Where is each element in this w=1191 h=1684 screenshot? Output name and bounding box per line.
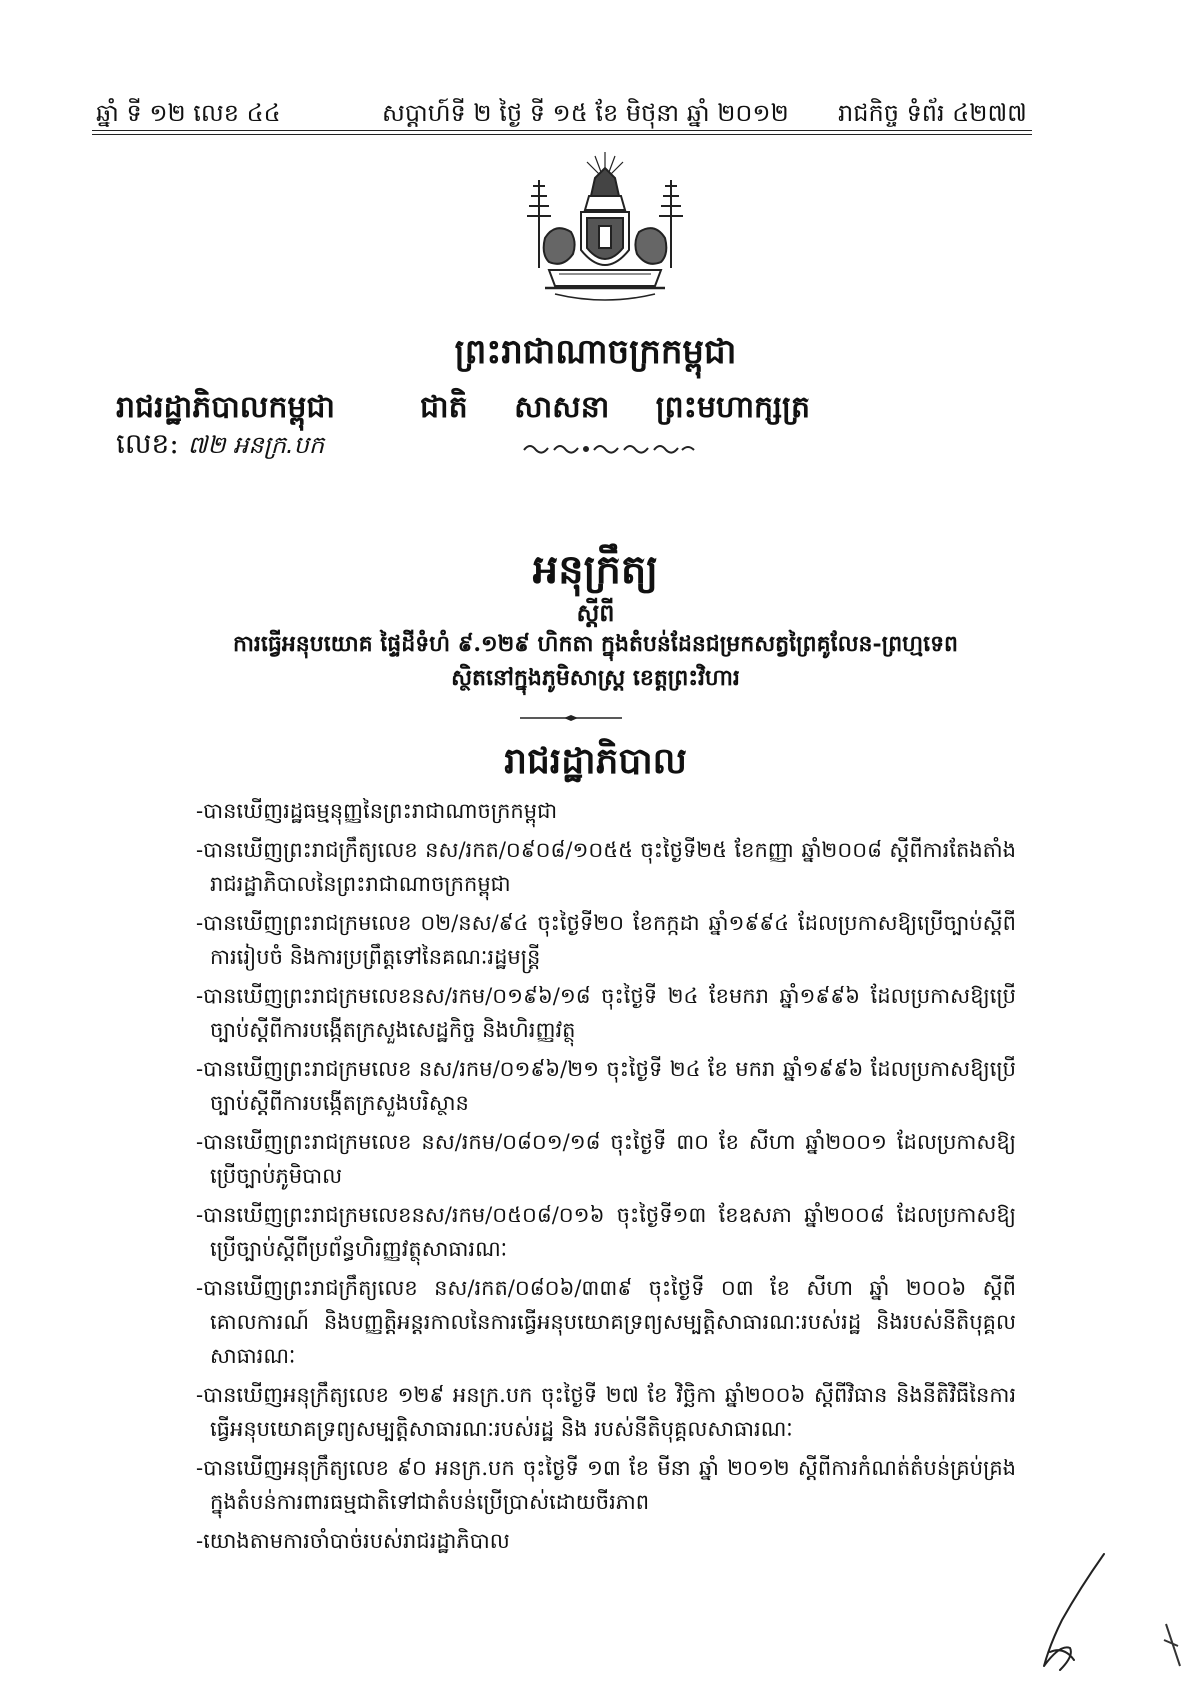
- consideration-item: -បានឃើញព្រះរាជក្រមលេខនស/រកម/០៥០៨/០១៦ ចុះថ្ងៃទី១៣ ខែឧសភា ឆ្នាំ២០០៨ ដែលប្រកាសឱ្យប្រើច្បាប់ស្តីពីប្រព័ន្ធហិរញ្ញវត្ថុសាធារណៈ: [196, 1203, 1016, 1261]
- royal-coat-of-arms-icon: [515, 150, 695, 315]
- consideration-item: -បានឃើញព្រះរាជក្រឹត្យលេខ នស/រកត/០៩០៨/១០៥៥ ចុះថ្ងៃទី២៥ ខែកញ្ញា ឆ្នាំ២០០៨ ស្តីពីការតែងតាំងរាជរដ្ឋាភិបាលនៃព្រះរាជាណាចក្រកម្ពុជា: [196, 838, 1016, 896]
- motto-king: ព្រះមហាក្សត្រ: [655, 390, 810, 425]
- document-type-title: អនុក្រឹត្យ: [532, 546, 659, 593]
- subject-line-1: ការធ្វើអនុបយោគ ផ្ទៃដីទំហំ ៩.១២៩ ហិកតា ក្នុងតំបន់ដែនជម្រកសត្វព្រៃគូលែន-ព្រហ្មទេព: [232, 631, 959, 657]
- consideration-item: -បានឃើញអនុក្រឹត្យលេខ ៩០ អនក្រ.បក ចុះថ្ងៃទី ១៣ ខែ មីនា ឆ្នាំ ២០១២ ស្តីពីការកំណត់តំបន់គ្រប់គ្រង ក្នុងតំបន់ការពារធម្មជាតិទៅជាតំបន់ប្រើប្រាស់ដោយចីរភាព: [196, 1456, 1016, 1514]
- title-divider: [520, 714, 622, 722]
- consideration-item: -បានឃើញព្រះរាជក្រមលេខ ០២/នស/៩៤ ចុះថ្ងៃទី២០ ខែកក្កដា ឆ្នាំ១៩៩៤ ដែលប្រកាសឱ្យប្រើច្បាប់ស្តីពីការរៀបចំ និងការប្រព្រឹត្តទៅនៃគណៈរដ្ឋមន្ត្រី: [196, 911, 1016, 969]
- motto-nation: ជាតិ: [420, 390, 468, 425]
- header-rule-thin: [92, 134, 1032, 135]
- reference-handwritten: ៧២ អនក្រ.បក: [187, 431, 325, 459]
- subject-label: ស្តីពី: [576, 598, 615, 627]
- gazette-issue-number: ឆ្នាំ ទី ១២ លេខ ៤៤: [96, 99, 281, 127]
- national-motto: [420, 388, 846, 432]
- corner-mark-icon: [1160, 1620, 1184, 1670]
- consideration-item: -បានឃើញព្រះរាជក្រមលេខនស/រកម/០១៩៦/១៨ ចុះថ្ងៃទី ២៤ ខែមករា ឆ្នាំ១៩៩៦ ដែលប្រកាសឱ្យប្រើច្បាប់ស្តីពីការបង្កើតក្រសួងសេដ្ឋកិច្ច និងហិរញ្ញវត្ថុ: [196, 984, 1016, 1042]
- consideration-item: -បានឃើញព្រះរាជក្រឹត្យលេខ នស/រកត/០៨០៦/៣៣៩ ចុះថ្ងៃទី ០៣ ខែ សីហា ឆ្នាំ ២០០៦ ស្តីពីគោលការណ៍ និងបញ្ញត្តិអន្តរកាលនៃការធ្វើអនុបយោគទ្រព្យសម្បត្តិសាធារណៈរបស់រដ្ឋ និងរបស់នីតិបុគ្គលសាធារណៈ: [196, 1276, 1016, 1368]
- consideration-item: -បានឃើញព្រះរាជក្រមលេខ នស/រកម/០៨០១/១៨ ចុះថ្ងៃទី ៣០ ខែ សីហា ឆ្នាំ២០០១ ដែលប្រកាសឱ្យប្រើច្បាប់ភូមិបាល: [196, 1130, 1016, 1188]
- consideration-item: -យោងតាមការចាំបាច់របស់រាជរដ្ឋាភិបាល: [196, 1529, 510, 1553]
- gazette-page-number: រាជកិច្ច ទំព័រ ៤២៧៧: [838, 99, 1027, 127]
- consideration-item: -បានឃើញអនុក្រឹត្យលេខ ១២៩ អនក្រ.បក ចុះថ្ងៃទី ២៧ ខែ វិច្ឆិកា ឆ្នាំ២០០៦ ស្តីពីវិធាន និងនីតិវិធីនៃការធ្វើអនុបយោគទ្រព្យសម្បត្តិសាធារណៈរបស់រដ្ឋ និង របស់នីតិបុគ្គលសាធារណៈ: [196, 1383, 1016, 1441]
- motto-flourish-icon: [520, 438, 700, 458]
- issuer-heading: រាជរដ្ឋាភិបាល: [504, 740, 687, 782]
- consideration-item: -បានឃើញរដ្ឋធម្មនុញ្ញនៃព្រះរាជាណាចក្រកម្ពុជា: [196, 799, 558, 823]
- gazette-date: សប្តាហ៍ទី ២ ថ្ងៃ ទី ១៥ ខែ មិថុនា ឆ្នាំ ២០១២: [382, 99, 789, 127]
- considerations-list: [196, 794, 1016, 1563]
- handwritten-initial-icon: [1030, 1548, 1110, 1678]
- subject-line-2: ស្ថិតនៅក្នុងភូមិសាស្ត្រ ខេត្តព្រះវិហារ: [451, 665, 740, 691]
- header-rule: [92, 130, 1032, 131]
- reference-number: [116, 426, 324, 467]
- reference-label: លេខ:: [116, 427, 179, 460]
- consideration-item: -បានឃើញព្រះរាជក្រមលេខ នស/រកម/០១៩៦/២១ ចុះថ្ងៃទី ២៤ ខែ មករា ឆ្នាំ១៩៩៦ ដែលប្រកាសឱ្យប្រើច្បាប់ស្តីពីការបង្កើតក្រសួងបរិស្ថាន: [196, 1057, 1016, 1115]
- kingdom-title: ព្រះរាជាណាចក្រកម្ពុជា: [454, 332, 737, 372]
- motto-religion: សាសនា: [514, 390, 610, 425]
- government-name: រាជរដ្ឋាភិបាលកម្ពុជា: [116, 390, 335, 425]
